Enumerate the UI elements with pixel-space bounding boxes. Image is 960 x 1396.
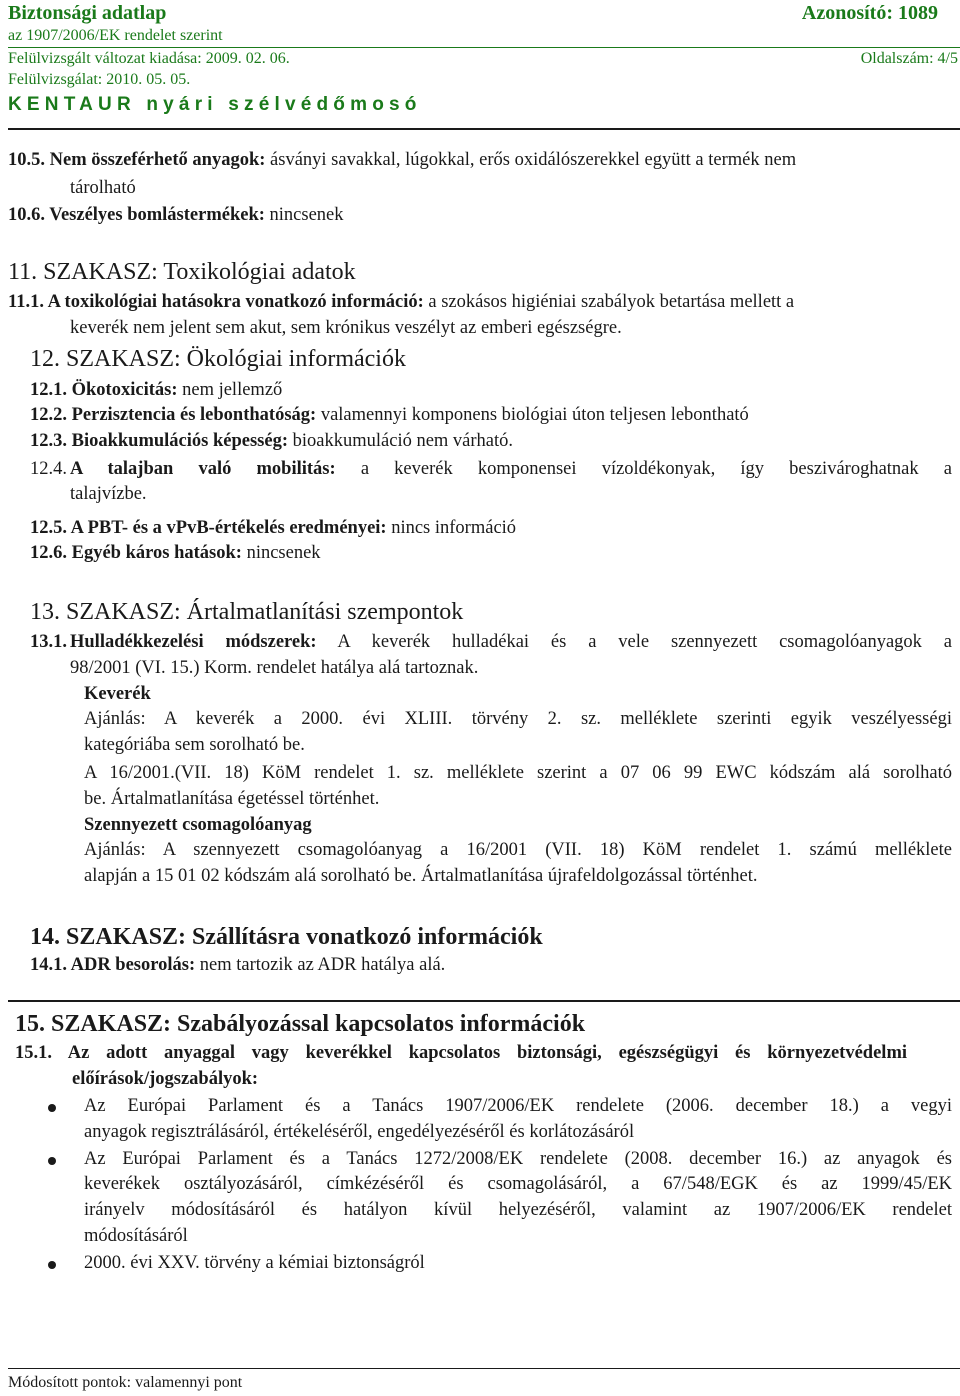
- product-name: KENTAUR nyári szélvédőmosó: [8, 94, 422, 115]
- header-underline: [8, 47, 960, 48]
- pack-line-2: alapján a 15 01 02 kódszám alá sorolható be. Ártalmatlanítása újrafeldolgozással történhet.: [84, 866, 758, 886]
- item-12-6-label: 12.6. Egyéb káros hatások:: [30, 543, 242, 563]
- item-12-1-text: nem jellemző: [182, 380, 283, 400]
- mix-line-2: kategóriába sem sorolható be.: [84, 735, 305, 755]
- item-12-5-text: nincs információ: [391, 518, 517, 538]
- bullet-icon: [48, 1157, 56, 1165]
- doc-id: Azonosító: 1089: [801, 2, 938, 24]
- mix-line-4: be. Ártalmatlanítása égetéssel történhet.: [84, 789, 380, 809]
- item-10-6: [8, 205, 344, 226]
- modified-points: Módosított pontok: valamennyi pont: [8, 1374, 243, 1391]
- regulation: az 1907/2006/EK rendelet szerint: [8, 27, 223, 44]
- section-12-title: 12. SZAKASZ: Ökológiai információk: [30, 346, 406, 372]
- item-10-5-cont: tárolható: [70, 178, 136, 198]
- item-15-1-line-1: 15.1. Az adott anyaggal vagy keverékkel kapcsolatos biztonsági, egészségügyi és környezetvédelmi: [15, 1043, 907, 1063]
- law-1-line-2: anyagok regisztrálásáról, értékeléséről, engedélyezéséről és korlátozásáról: [84, 1122, 635, 1142]
- item-12-6-text: nincsenek: [246, 543, 321, 563]
- item-12-3-label: 12.3. Bioakkumulációs képesség:: [30, 431, 289, 451]
- item-12-6: [30, 543, 321, 564]
- item-12-5: [30, 518, 516, 539]
- bullet-icon: [48, 1261, 56, 1269]
- item-12-5-label: 12.5. A PBT- és a vPvB-értékelés eredményei:: [30, 518, 387, 538]
- item-10-5-label: 10.5. Nem összeférhető anyagok:: [8, 150, 266, 170]
- item-12-2-text: valamennyi komponens biológiai úton teljesen lebontható: [320, 405, 749, 425]
- bullet-icon: [48, 1104, 56, 1112]
- law-2-line-3: irányelv módosításáról és hatályon kívül helyezéséről, valamint az 1907/2006/EK rendelet: [84, 1200, 952, 1220]
- item-12-3-text: bioakkumuláció nem várható.: [292, 431, 514, 451]
- law-2-line-1: Az Európai Parlament és a Tanács 1272/2008/EK rendelete (2008. december 16.) az anyagok és: [84, 1149, 952, 1169]
- item-12-4: [70, 459, 952, 483]
- section-14-title: 14. SZAKASZ: Szállításra vonatkozó információk: [30, 924, 543, 950]
- section-15-title: 15. SZAKASZ: Szabályozással kapcsolatos információk: [15, 1011, 586, 1037]
- item-12-4-text: a keverék komponensei vízoldékonyak, így beszivároghatnak a: [360, 459, 953, 479]
- law-3-line-1: 2000. évi XXV. törvény a kémiai biztonságról: [84, 1253, 425, 1273]
- item-11-1-cont: keverék nem jelent sem akut, sem krónikus veszélyt az emberi egészségre.: [70, 318, 622, 338]
- mix-heading: Keverék: [84, 684, 151, 704]
- item-10-5: [8, 150, 796, 171]
- item-14-1: [30, 955, 445, 976]
- law-1-line-1: Az Európai Parlament és a Tanács 1907/2006/EK rendelete (2006. december 18.) a vegyi: [84, 1096, 952, 1116]
- item-10-6-text: nincsenek: [269, 205, 344, 225]
- header-divider: [8, 128, 960, 130]
- section-14-divider: [8, 1000, 960, 1002]
- pack-line-1: Ajánlás: A szennyezett csomagolóanyag a 16/2001 (VII. 18) KöM rendelet 1. számú melléklete: [84, 840, 952, 860]
- pack-heading: Szennyezett csomagolóanyag: [84, 815, 312, 835]
- revision-issue: Felülvizsgált változat kiadása: 2009. 02. 06.: [8, 50, 290, 67]
- law-2-line-2: keverékek osztályozásáról, címkézéséről és csomagolásáról, a 67/548/EGK és az 1999/45/EK: [84, 1174, 952, 1194]
- item-14-1-label: 14.1. ADR besorolás:: [30, 955, 196, 975]
- item-11-1-label: 11.1. A toxikológiai hatásokra vonatkozó információ:: [8, 292, 424, 312]
- item-13-1: [70, 632, 952, 656]
- item-11-1: [8, 292, 794, 313]
- revision-date: Felülvizsgálat: 2010. 05. 05.: [8, 71, 191, 88]
- item-13-1-cont: 98/2001 (VI. 15.) Korm. rendelet hatálya alá tartoznak.: [70, 658, 479, 678]
- mix-line-1: Ajánlás: A keverék a 2000. évi XLIII. törvény 2. sz. melléklete szerinti egyik veszélyességi: [84, 709, 952, 729]
- item-11-1-text: a szokásos higiéniai szabályok betartása mellett a: [428, 292, 795, 312]
- item-13-1-text: A keverék hulladékai és a vele szennyezett csomagolóanyagok a: [337, 632, 952, 652]
- item-14-1-text: nem tartozik az ADR hatálya alá.: [199, 955, 446, 975]
- item-13-1-label: Hulladékkezelési módszerek:: [70, 632, 317, 652]
- item-12-1: [30, 380, 282, 401]
- item-12-4-num: 12.4.: [30, 459, 67, 479]
- item-10-5-text: ásványi savakkal, lúgokkal, erős oxidálószerekkel együtt a termék nem: [270, 150, 797, 170]
- doc-type: Biztonsági adatlap: [8, 2, 167, 24]
- section-11-title: 11. SZAKASZ: Toxikológiai adatok: [8, 259, 356, 285]
- item-13-1-num: 13.1.: [30, 632, 67, 652]
- item-12-2-label: 12.2. Perzisztencia és lebonthatóság:: [30, 405, 317, 425]
- item-12-3: [30, 431, 513, 452]
- section-13-title: 13. SZAKASZ: Ártalmatlanítási szempontok: [30, 599, 464, 625]
- item-12-1-label: 12.1. Ökotoxicitás:: [30, 380, 178, 400]
- page-number: Oldalszám: 4/5: [860, 50, 958, 67]
- item-12-2: [30, 405, 749, 426]
- footer-divider: [8, 1368, 960, 1369]
- item-15-1-line-2: előírások/jogszabályok:: [72, 1069, 259, 1089]
- item-12-4-cont: talajvízbe.: [70, 484, 147, 504]
- item-10-6-label: 10.6. Veszélyes bomlástermékek:: [8, 205, 265, 225]
- mix-line-3: A 16/2001.(VII. 18) KöM rendelet 1. sz. melléklete szerint a 07 06 99 EWC kódszám alá sorolható: [84, 763, 952, 783]
- law-2-line-4: módosításáról: [84, 1226, 188, 1246]
- item-12-4-label: A talajban való mobilitás:: [70, 459, 336, 479]
